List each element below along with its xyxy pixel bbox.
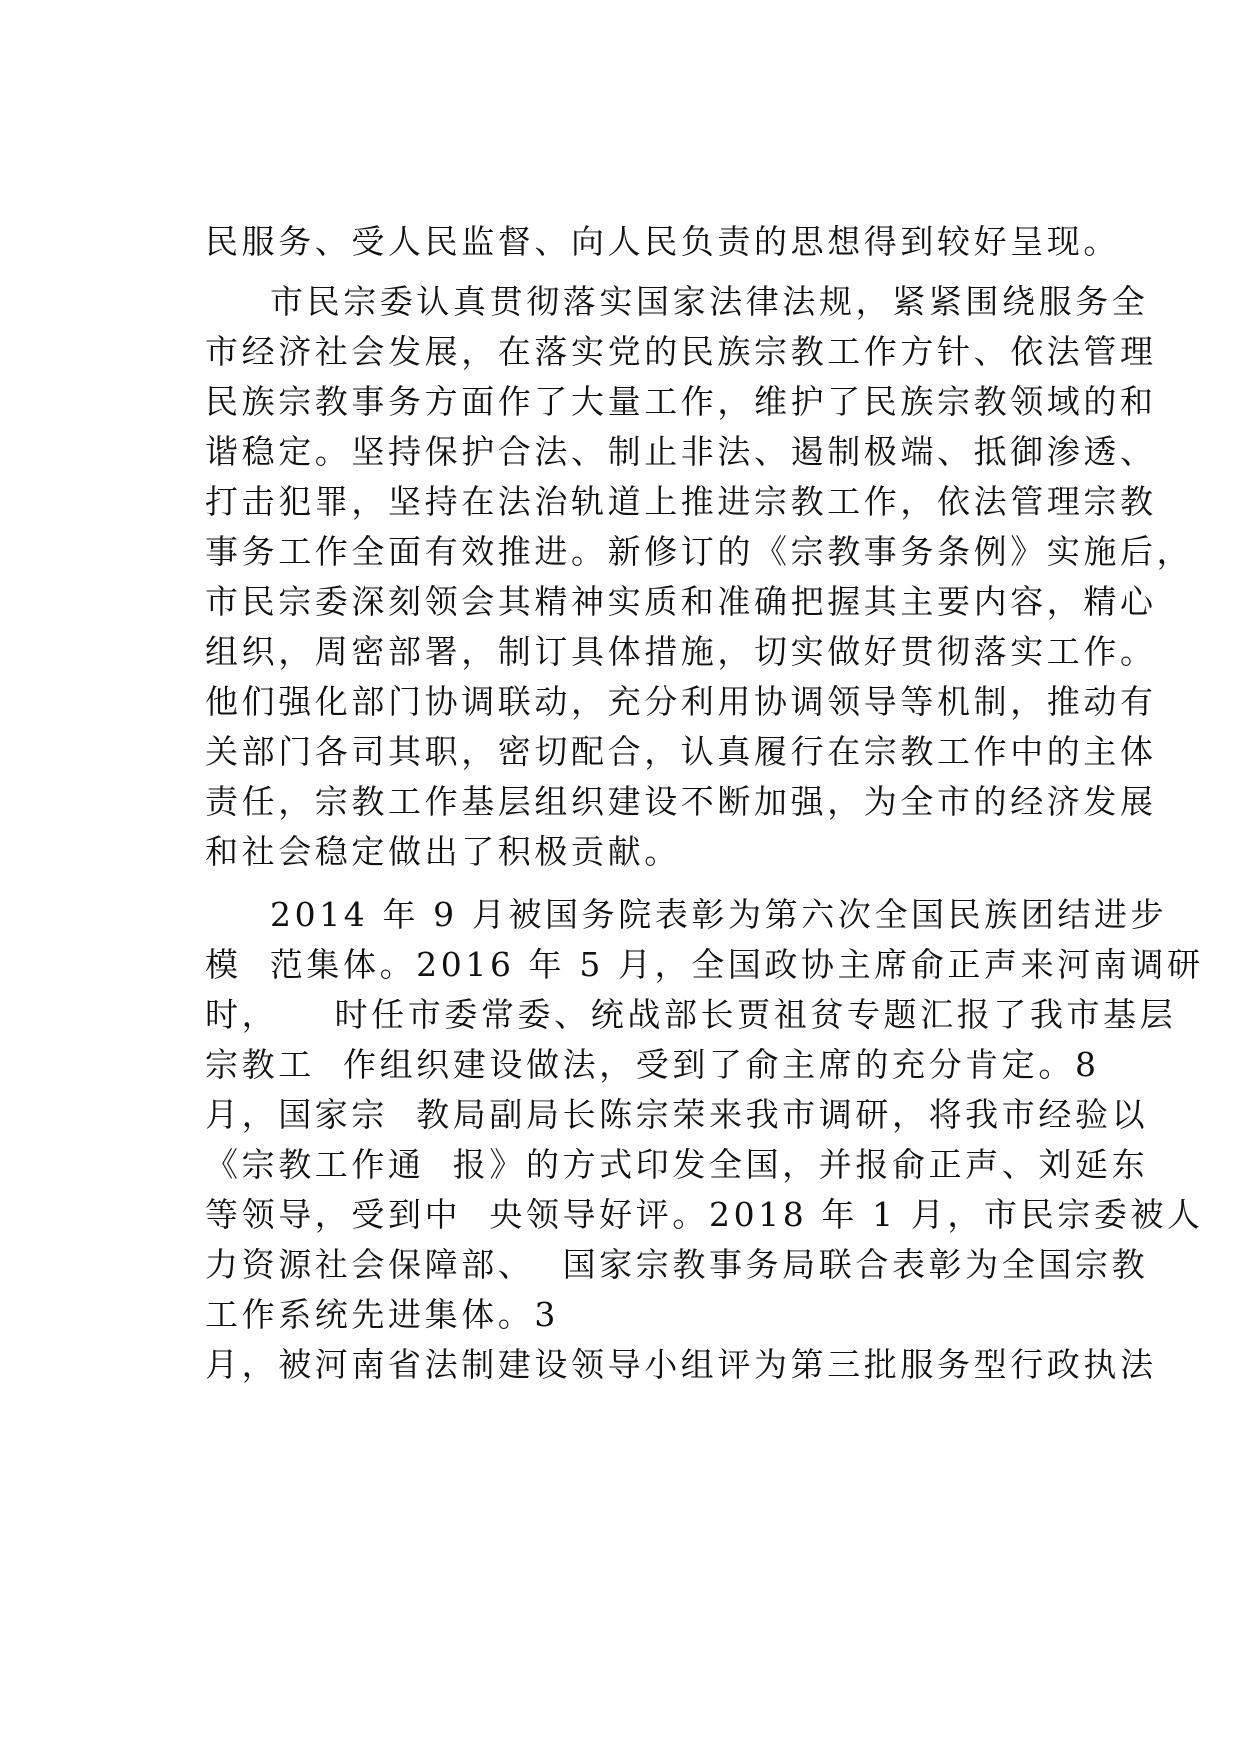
text-line: 事务工作全面有效推进。新修订的《宗教事务条例》实施后， — [205, 532, 1194, 571]
text-line: 民服务、受人民监督、向人民负责的思想得到较好呈现。 — [205, 222, 1120, 261]
text-line: 民族宗教事务方面作了大量工作，维护了民族宗教领域的和 — [205, 382, 1157, 421]
text-line: 等领导，受到中 央领导好评。2018 年 1 月，市民宗委被人 — [205, 1195, 1204, 1234]
text-line: 力资源社会保障部、 国家宗教事务局联合表彰为全国宗教 — [205, 1245, 1149, 1284]
text-line: 市经济社会发展，在落实党的民族宗教工作方针、依法管理 — [205, 332, 1157, 371]
text-line: 月，被河南省法制建设领导小组评为第三批服务型行政执法 — [205, 1345, 1157, 1384]
text-line: 时， 时任市委常委、统战部长贾祖贫专题汇报了我市基层 — [205, 995, 1177, 1034]
text-line: 组织，周密部署，制订具体措施，切实做好贯彻落实工作。 — [205, 632, 1157, 671]
text-line: 2014 年 9 月被国务院表彰为第六次全国民族团结进步 — [270, 895, 1168, 934]
text-line: 《宗教工作通 报》的方式印发全国，并报俞正声、刘延东 — [205, 1145, 1149, 1184]
text-line: 模 范集体。2016 年 5 月，全国政协主席俞正声来河南调研 — [205, 945, 1204, 984]
text-line: 工作系统先进集体。3 — [205, 1295, 559, 1334]
text-line: 谐稳定。坚持保护合法、制止非法、遏制极端、抵御渗透、 — [205, 432, 1157, 471]
text-line: 他们强化部门协调联动，充分利用协调领导等机制，推动有 — [205, 682, 1157, 721]
text-line: 和社会稳定做出了积极贡献。 — [205, 832, 681, 871]
text-line: 市民宗委认真贯彻落实国家法律法规，紧紧围绕服务全 — [270, 282, 1149, 321]
text-line: 市民宗委深刻领会其精神实质和准确把握其主要内容，精心 — [205, 582, 1157, 621]
text-line: 关部门各司其职，密切配合，认真履行在宗教工作中的主体 — [205, 732, 1157, 771]
text-line: 月，国家宗 教局副局长陈宗荣来我市调研，将我市经验以 — [205, 1095, 1149, 1134]
text-line: 宗教工 作组织建设做法，受到了俞主席的充分肯定。8 — [205, 1045, 1100, 1084]
text-line: 打击犯罪，坚持在法治轨道上推进宗教工作，依法管理宗教 — [205, 482, 1157, 521]
text-line: 责任，宗教工作基层组织建设不断加强，为全市的经济发展 — [205, 782, 1157, 821]
